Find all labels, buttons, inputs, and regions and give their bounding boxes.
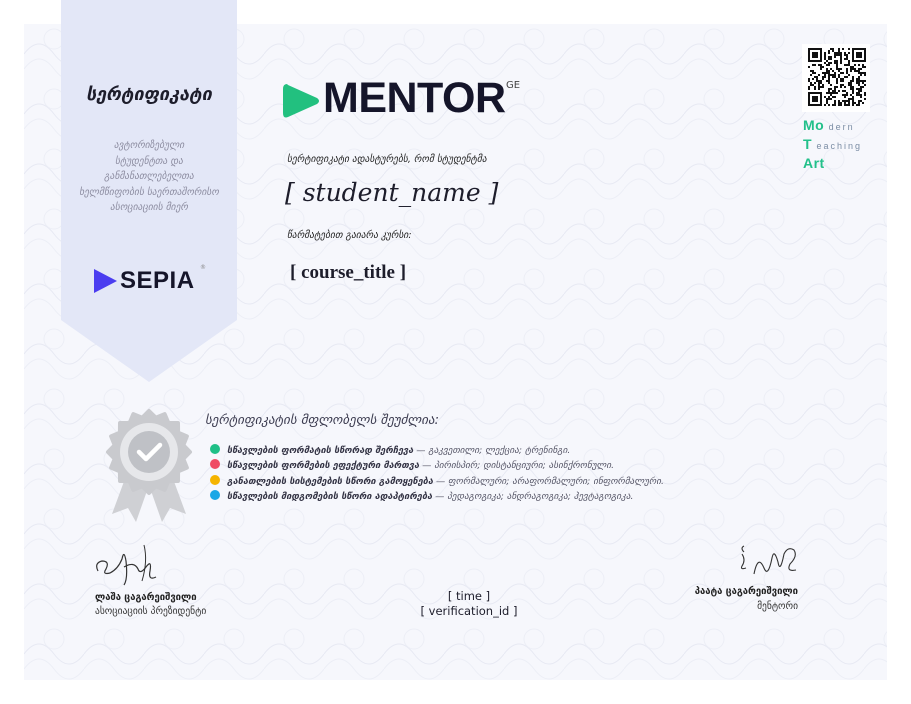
- signature-icon: [738, 544, 800, 586]
- modern-teaching-art-logo: [803, 116, 862, 173]
- qr-code-icon[interactable]: [802, 44, 870, 112]
- signer-left-role: ასოციაციის პრეზიდენტი: [95, 606, 207, 617]
- signature-icon: [94, 541, 160, 597]
- list-item: განათლების სისტემების სწორი გამოყენება — ფორმალური; არაფორმალური; ინფორმალური.: [210, 474, 664, 489]
- passed-text: წარმატებით გაიარა კურსი:: [287, 230, 412, 241]
- verification-id: [ verification_id ]: [420, 604, 518, 618]
- mentor-logo-sup: GE: [506, 80, 521, 91]
- confirm-text: სერტიფიკატი ადასტურებს, რომ სტუდენტმა: [287, 154, 487, 165]
- ribbon-title: სერტიფიკატი: [86, 84, 212, 105]
- list-item: სწავლების ფორმატის სწორად შერჩევა — გაკვეთილი; ლექცია; ტრენინგი.: [210, 443, 664, 458]
- sepia-registered-mark: ®: [200, 264, 206, 271]
- bullet-dot-icon: [210, 490, 220, 500]
- list-item: სწავლების მიდგომების სწორი ადაპტირება — პედაგოგიკა; ანდრაგოგიკა; ჰევტაგოგიკა.: [210, 489, 664, 504]
- bullet-dot-icon: [210, 444, 220, 454]
- mentor-logo: [283, 74, 533, 126]
- mta-line-2: T eaching: [803, 136, 862, 152]
- signer-right-name: პაატა ცაგარეიშვილი: [694, 586, 798, 597]
- bullet-dot-icon: [210, 459, 220, 469]
- mentor-play-icon: [283, 82, 321, 120]
- abilities-title: სერტიფიკატის მფლობელს შეუძლია:: [205, 413, 439, 428]
- list-item: სწავლების ფორმების ეფექტური მართვა — პირისპირ; დისტანციური; ასინქრონული.: [210, 458, 664, 473]
- ribbon-text: ავტორიზებული სტუდენტთა და განმანათლებელთა ხელმწიფობის საერთაშორისო ასოციაციის მიერ: [79, 140, 219, 213]
- sepia-play-icon: [92, 268, 118, 294]
- signer-right-role: მენტორი: [757, 601, 798, 612]
- sepia-logo: [92, 264, 222, 298]
- badge-checkmark-icon: [104, 406, 194, 526]
- mentor-logo-text: MENTOR: [323, 74, 506, 122]
- issue-time: [ time ]: [447, 589, 491, 603]
- student-name: [ student_name ]: [285, 178, 499, 207]
- mta-line-3: Art: [803, 155, 825, 171]
- bullet-dot-icon: [210, 475, 220, 485]
- abilities-list: [210, 443, 664, 504]
- signer-left-name: ლაშა ცაგარეიშვილი: [95, 592, 197, 603]
- sepia-logo-text: SEPIA: [120, 267, 195, 294]
- course-title: [ course_title ]: [290, 262, 407, 283]
- mta-line-1: Mo dern: [803, 117, 855, 133]
